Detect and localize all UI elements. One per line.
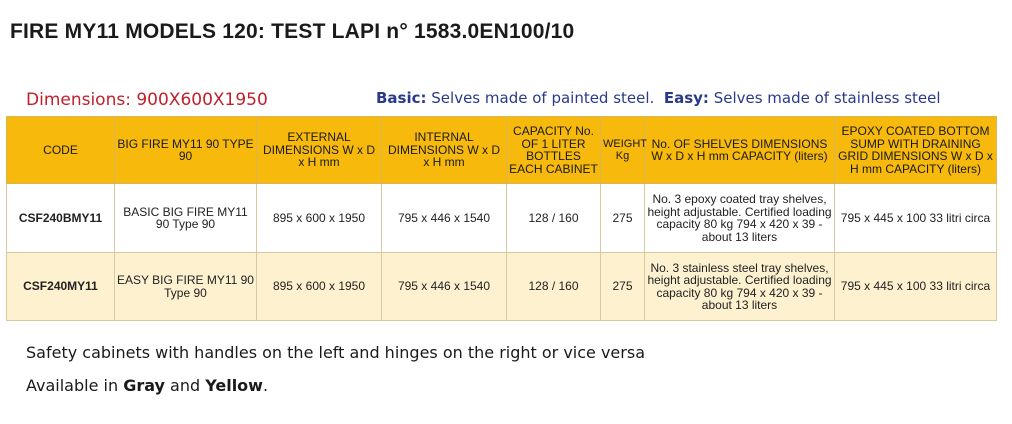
easy-keyword: Easy: [663,89,709,107]
page-title: FIRE MY11 MODELS 120: TEST LAPI n° 1583.0EN100/10 [10,20,575,43]
header-sump: EPOXY COATED BOTTOM SUMP WITH DRAINING GRID DIMENSIONS W x D x H mm CAPACITY (liters) [835,117,997,184]
cell-weight: 275 [601,184,645,253]
cell-capacity: 128 / 160 [507,253,601,321]
header-external-dimensions: EXTERNAL DIMENSIONS W x D x H mm [257,117,382,184]
cell-weight: 275 [601,253,645,321]
table-header-row [7,117,997,184]
cell-internal: 795 x 446 x 1540 [382,253,507,321]
basic-description: Selves made of painted steel. [426,89,664,107]
easy-description: Selves made of stainless steel [708,89,941,107]
colors-and: and [164,376,206,395]
header-model: BIG FIRE MY11 90 TYPE 90 [115,117,257,184]
cell-shelves: No. 3 stainless steel tray shelves, height adjustable. Certified loading capacity 80 kg 794 x 420 x 39 - about 13 liters [645,253,835,321]
spec-table [6,116,997,321]
color-yellow: Yellow [205,376,263,395]
header-internal-dimensions: INTERNAL DIMENSIONS W x D x H mm [382,117,507,184]
colors-suffix: . [262,376,269,395]
cell-model: BASIC BIG FIRE MY11 90 Type 90 [115,184,257,253]
cell-sump: 795 x 445 x 100 33 litri circa [835,253,997,321]
cell-internal: 795 x 446 x 1540 [382,184,507,253]
cell-model: EASY BIG FIRE MY11 90 Type 90 [115,253,257,321]
cell-sump: 795 x 445 x 100 33 litri circa [835,184,997,253]
footer-colors-note [26,376,268,395]
cell-code: CSF240MY11 [7,253,115,321]
header-capacity: CAPACITY No. OF 1 LITER BOTTLES EACH CABINET [507,117,601,184]
header-weight: WEIGHT Kg [601,117,645,184]
header-code: CODE [7,117,115,184]
cell-external: 895 x 600 x 1950 [257,253,382,321]
cell-external: 895 x 600 x 1950 [257,184,382,253]
cell-code: CSF240BMY11 [7,184,115,253]
table-row [7,184,997,253]
dimensions-label: Dimensions: 900X600X1950 [26,90,268,110]
color-gray: Gray [123,376,165,395]
table-row [7,253,997,321]
colors-prefix: Available in [26,376,124,395]
cell-shelves: No. 3 epoxy coated tray shelves, height adjustable. Certified loading capacity 80 kg 794 x 420 x 39 - about 13 liters [645,184,835,253]
header-shelves: No. OF SHELVES DIMENSIONS W x D x H mm CAPACITY (liters) [645,117,835,184]
material-note [376,89,941,107]
basic-keyword: Basic: [376,89,427,107]
cell-capacity: 128 / 160 [507,184,601,253]
footer-handles-note: Safety cabinets with handles on the left and hinges on the right or vice versa [26,343,645,362]
